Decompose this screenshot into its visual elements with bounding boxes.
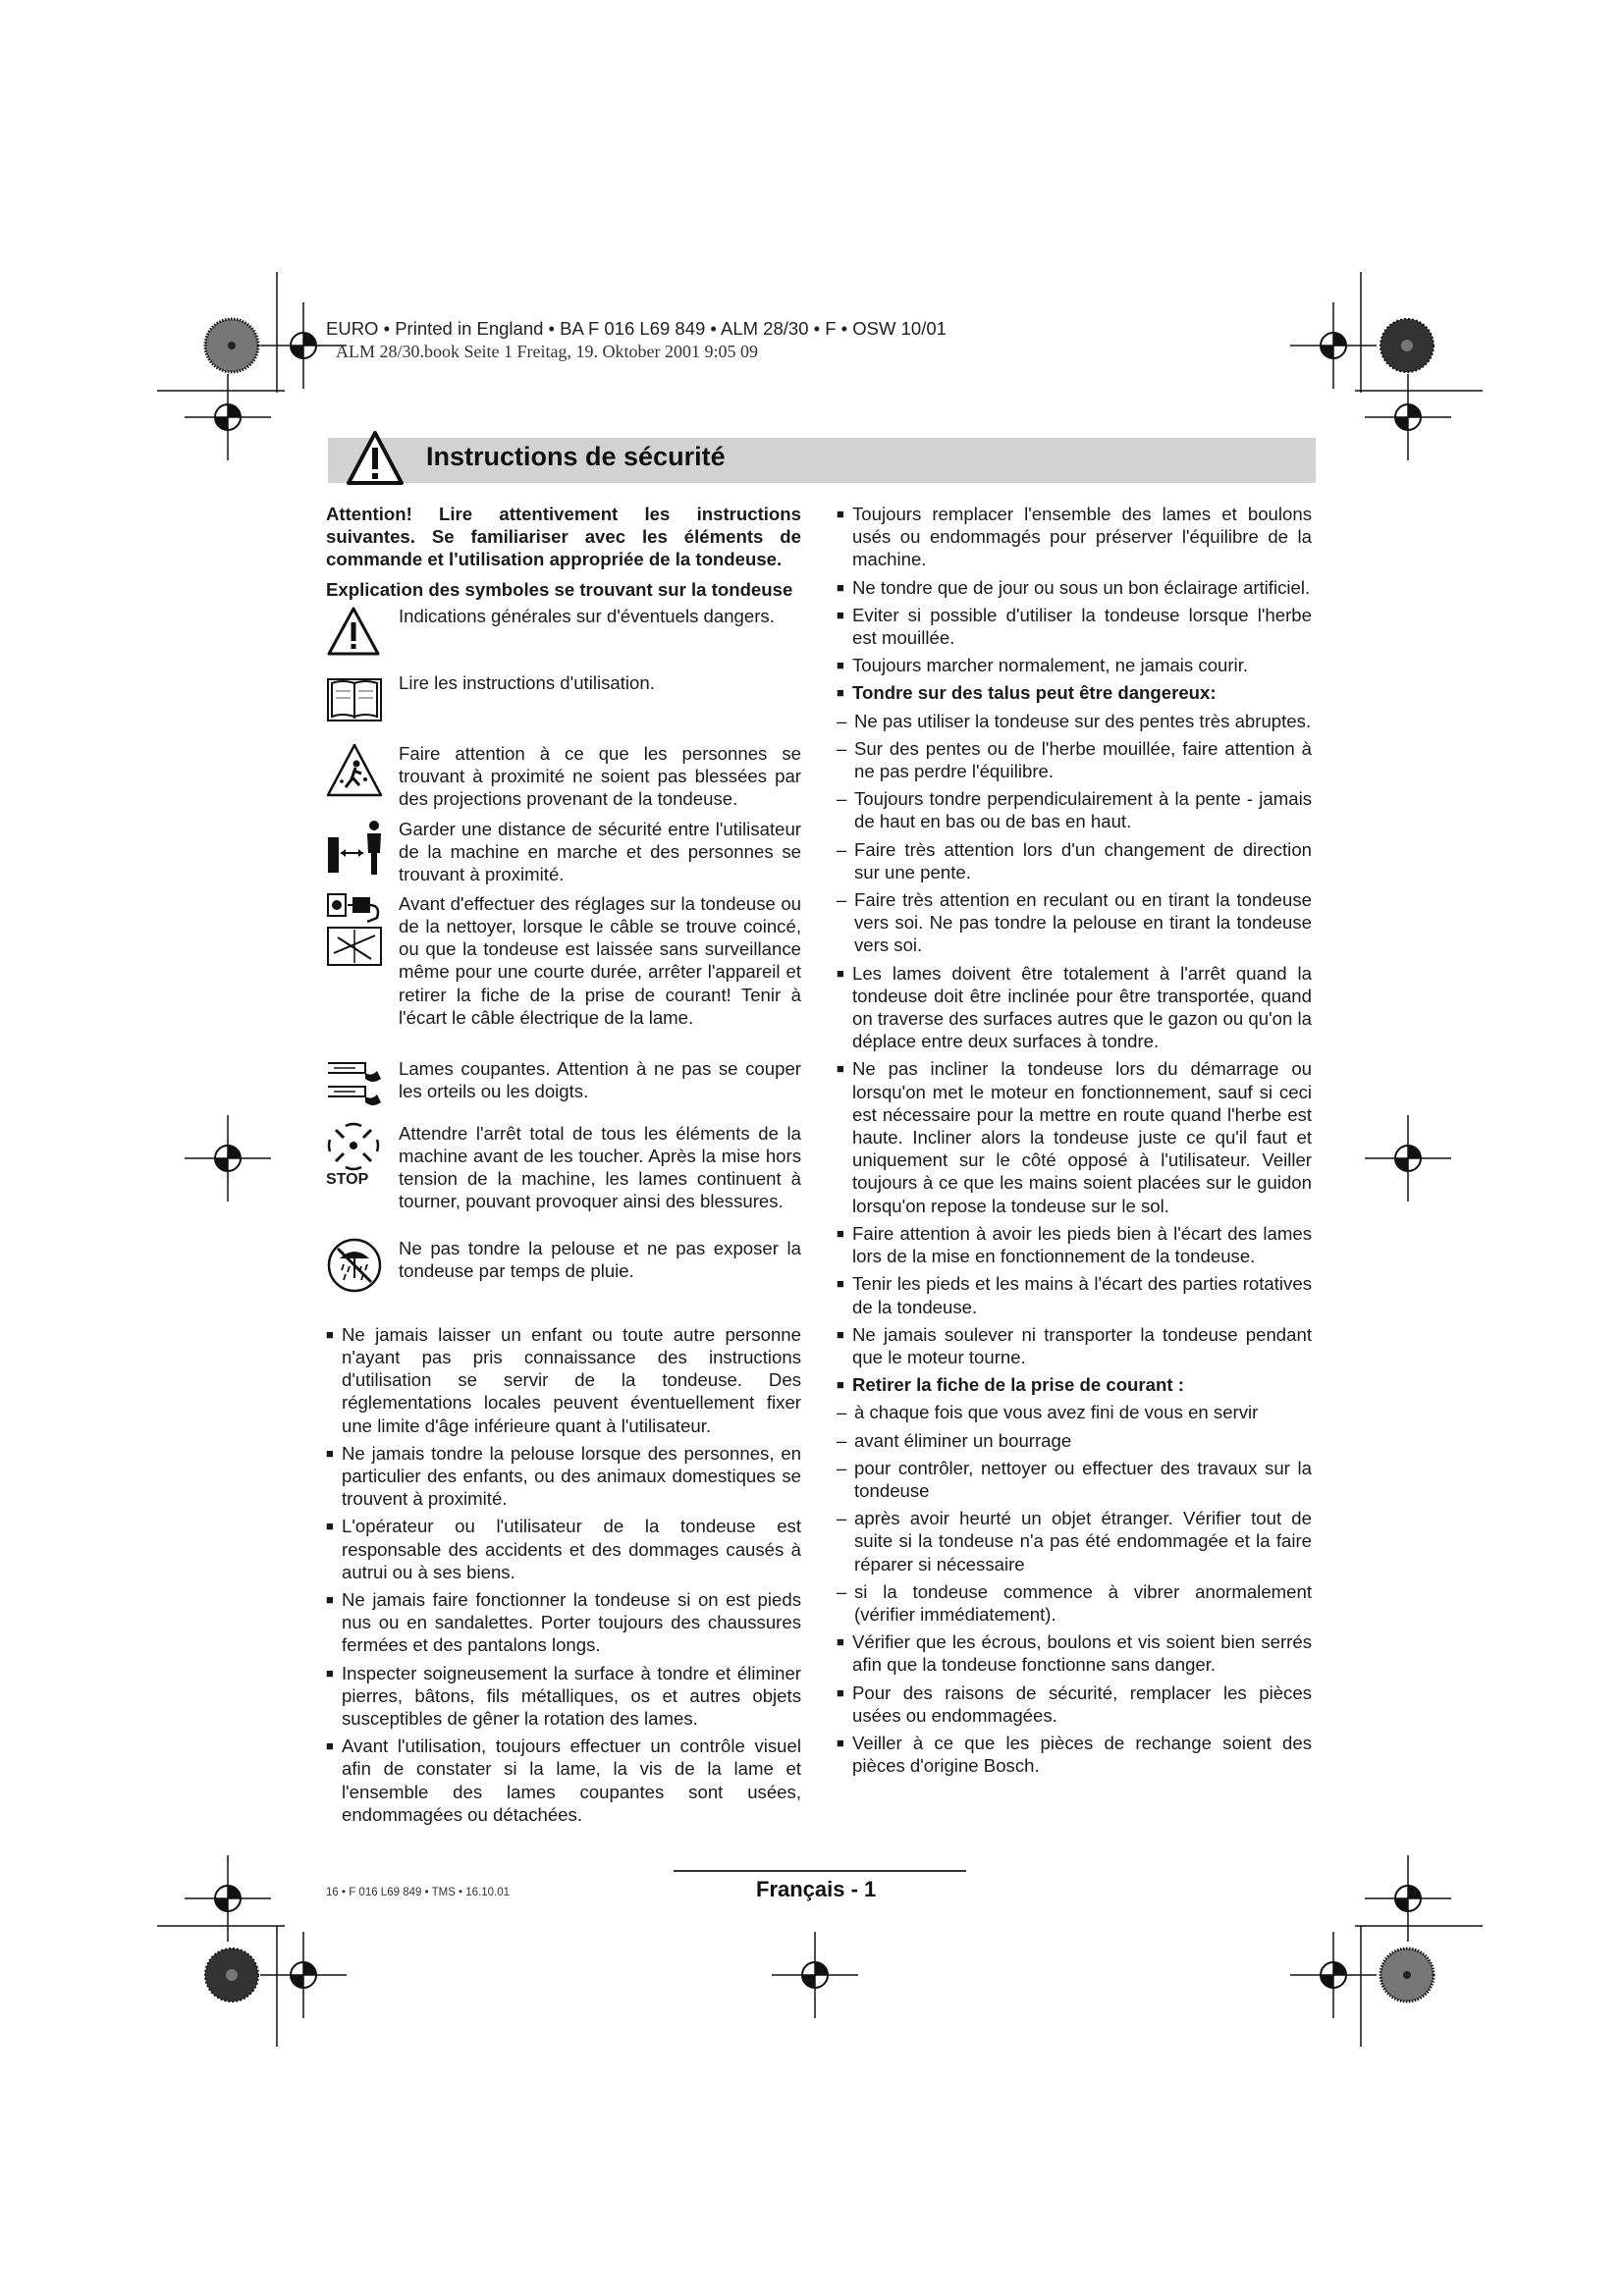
bullet-icon: ■ bbox=[837, 1326, 844, 1342]
safety-distance-icon bbox=[326, 818, 385, 877]
cutting-blades-icon bbox=[326, 1057, 385, 1108]
list-item: – si la tondeuse commence à vibrer anormalement (vérifier immédiatement). bbox=[837, 1580, 1312, 1625]
symbol-text: Faire attention à ce que les personnes se trouvant à proximité ne soient pas blessées par des projections provenant de la tondeuse. bbox=[399, 742, 801, 810]
bullet-icon: ■ bbox=[837, 507, 844, 521]
symbol-text: Lames coupantes. Attention à ne pas se couper les orteils ou les doigts. bbox=[399, 1057, 801, 1102]
slopes-heading: ■ Tondre sur des talus peut être dangereux: bbox=[837, 682, 1217, 704]
list-item: ■ Ne jamais laisser un enfant ou toute autre personne n'ayant pas pris connaissance des instructions d'utilisation se servir de la tondeuse. Des réglementations locales peuvent éventuellement fixer une limite d'âge inférieure quant à l'utilisateur. bbox=[326, 1323, 801, 1436]
bullet-icon: ■ bbox=[326, 1738, 334, 1754]
list-item: – pour contrôler, nettoyer ou effectuer des travaux sur la tondeuse bbox=[837, 1457, 1312, 1501]
bullet-icon: ■ bbox=[837, 965, 844, 981]
bullet-icon: ■ bbox=[837, 1276, 844, 1292]
print-info: EURO • Printed in England • BA F 016 L69 849 • ALM 28/30 • F • OSW 10/01 bbox=[326, 318, 947, 339]
list-item: ■ Ne jamais faire fonctionner la tondeuse si on est pieds nus ou en sandalettes. Porter toujours des chaussures fermées et des pantalons longs. bbox=[326, 1589, 801, 1656]
symbol-row bbox=[326, 742, 801, 818]
list-item: – avant éliminer un bourrage bbox=[837, 1429, 1072, 1451]
bullet-icon: ■ bbox=[326, 1592, 334, 1608]
symbol-row bbox=[326, 1237, 801, 1315]
symbol-text: Garder une distance de sécurité entre l'utilisateur de la machine en marche et des personnes se trouvant à proximité. bbox=[399, 818, 801, 885]
bullet-icon: ■ bbox=[837, 685, 844, 701]
bullet-icon: ■ bbox=[837, 579, 844, 595]
list-item: – Ne pas utiliser la tondeuse sur des pentes très abruptes. bbox=[837, 710, 1312, 731]
page-label: Français - 1 bbox=[756, 1877, 877, 1901]
stop-rotation-icon bbox=[326, 1122, 381, 1171]
symbols-heading: Explication des symboles se trouvant sur la tondeuse bbox=[326, 578, 793, 600]
list-item: ■ Inspecter soigneusement la surface à tondre et éliminer pierres, bâtons, fils métalliques, os et autres objets susceptibles de gêner la rotation des lames. bbox=[326, 1662, 801, 1730]
symbol-row bbox=[326, 1057, 801, 1122]
list-item: ■ Toujours marcher normalement, ne jamais courir. bbox=[837, 655, 1249, 676]
bullet-icon: ■ bbox=[326, 1519, 334, 1534]
list-item: ■ Ne jamais tondre la pelouse lorsque des personnes, en particulier des enfants, ou des animaux domestiques se trouvent à proximité. bbox=[326, 1442, 801, 1510]
manual-book-icon bbox=[326, 671, 383, 726]
intro-warning: Attention! Lire attentivement les instructions suivantes. Se familiariser avec les éléments de commande et l'utilisation appropriée de la tondeuse. bbox=[326, 504, 801, 570]
footer-rule bbox=[674, 1870, 966, 1872]
bullet-icon: ■ bbox=[837, 1061, 844, 1077]
list-item: ■ Vérifier que les écrous, boulons et vis soient bien serrés afin que la tondeuse fonctionne sans danger. bbox=[837, 1631, 1312, 1676]
list-item: – Faire très attention lors d'un changement de direction sur une pente. bbox=[837, 838, 1312, 882]
bullet-icon: ■ bbox=[837, 658, 844, 673]
bullet-icon: ■ bbox=[837, 1684, 844, 1700]
bullet-icon: ■ bbox=[837, 1634, 844, 1650]
no-rain-icon bbox=[326, 1237, 383, 1294]
symbol-row bbox=[326, 1122, 801, 1237]
list-item: ■ Ne pas incliner la tondeuse lors du démarrage ou lorsqu'on met le moteur en fonctionnement, sauf si ceci est nécessaire pour la mettre en route quand l'herbe est haute. Incliner alors la tondeuse juste ce qu'il faut et uniquement sur le côté opposé à l'utilisateur. Veiller toujours à ce que les mains soient placées sur le guidon lorsqu'on repose la tondeuse sur le sol. bbox=[837, 1058, 1312, 1216]
symbol-row bbox=[326, 818, 801, 892]
footer-code: 16 • F 016 L69 849 • TMS • 16.10.01 bbox=[326, 1887, 511, 1898]
bullet-icon: ■ bbox=[326, 1665, 334, 1681]
list-item: – Toujours tondre perpendiculairement à la pente - jamais de haut en bas ou de bas en haut. bbox=[837, 788, 1312, 832]
symbol-row bbox=[326, 605, 801, 671]
file-info: ALM 28/30.book Seite 1 Freitag, 19. Oktober 2001 9:05 09 bbox=[336, 342, 758, 361]
list-item: ■ Tenir les pieds et les mains à l'écart des parties rotatives de la tondeuse. bbox=[837, 1273, 1312, 1317]
bullet-icon: ■ bbox=[326, 1445, 334, 1461]
plug-heading: ■ Retirer la fiche de la prise de courant : bbox=[837, 1374, 1184, 1396]
list-item: ■ Veiller à ce que les pièces de rechange soient des pièces d'origine Bosch. bbox=[837, 1732, 1312, 1777]
right-column bbox=[837, 503, 1312, 1782]
bullet-icon: ■ bbox=[837, 1377, 844, 1393]
list-item: ■ Ne jamais soulever ni transporter la tondeuse pendant que le moteur tourne. bbox=[837, 1323, 1312, 1367]
projection-hazard-icon bbox=[326, 742, 383, 799]
list-item: ■ Faire attention à avoir les pieds bien à l'écart des lames lors de la mise en fonctionnement de la tondeuse. bbox=[837, 1222, 1312, 1267]
list-item: ■ Ne tondre que de jour ou sous un bon éclairage artificiel. bbox=[837, 576, 1311, 598]
symbol-text: Attendre l'arrêt total de tous les éléments de la machine avant de les toucher. Après la mise hors tension de la machine, les lames continuent à tourner, pouvant provoquer ainsi des blessures. bbox=[399, 1122, 801, 1212]
list-item: ■ Pour des raisons de sécurité, remplacer les pièces usées ou endommagées. bbox=[837, 1682, 1312, 1726]
list-item: – Sur des pentes ou de l'herbe mouillée, faire attention à ne pas perdre l'équilibre. bbox=[837, 737, 1312, 782]
list-item: ■ Les lames doivent être totalement à l'arrêt quand la tondeuse doit être inclinée pour être transportée, quand on traverse des surfaces autres que le gazon ou qu'on la déplace entre deux surfaces à tondre. bbox=[837, 962, 1312, 1052]
list-item: – à chaque fois que vous avez fini de vous en servir bbox=[837, 1402, 1259, 1423]
left-column bbox=[326, 503, 801, 1831]
list-item: ■ Toujours remplacer l'ensemble des lames et boulons usés ou endommagés pour préserver l'équilibre de la machine. bbox=[837, 504, 1312, 570]
list-item: – après avoir heurté un objet étranger. Vérifier tout de suite si la tondeuse n'a pas été endommagée et la faire réparer si nécessaire bbox=[837, 1508, 1312, 1575]
symbol-text: Ne pas tondre la pelouse et ne pas exposer la tondeuse par temps de pluie. bbox=[399, 1237, 801, 1282]
unplug-cable-icon bbox=[326, 892, 385, 969]
list-item: – Faire très attention en reculant ou en tirant la tondeuse vers soi. Ne pas tondre la pelouse en tirant la tondeuse vers soi. bbox=[837, 889, 1312, 956]
section-title: Instructions de sécurité bbox=[426, 442, 726, 471]
symbol-row bbox=[326, 671, 801, 742]
warning-triangle-icon bbox=[326, 605, 381, 660]
list-item: ■ L'opérateur ou l'utilisateur de la tondeuse est responsable des accidents et des dommages causés à autrui ou à ses biens. bbox=[326, 1516, 801, 1582]
symbol-text: Lire les instructions d'utilisation. bbox=[399, 671, 655, 693]
bullet-icon: ■ bbox=[837, 1225, 844, 1241]
list-item: ■ Eviter si possible d'utiliser la tondeuse lorsque l'herbe est mouillée. bbox=[837, 604, 1312, 649]
symbol-row bbox=[326, 892, 801, 1057]
list-item: ■ Avant l'utilisation, toujours effectuer un contrôle visuel afin de constater si la lame, la vis de la lame et l'ensemble des lames coupantes sont usées, endommagées ou détachées. bbox=[326, 1735, 801, 1825]
stop-label: STOP bbox=[326, 1170, 369, 1188]
warning-triangle-icon bbox=[346, 430, 405, 487]
bullet-icon: ■ bbox=[837, 607, 844, 622]
symbol-text: Indications générales sur d'éventuels dangers. bbox=[399, 605, 775, 626]
symbol-text: Avant d'effectuer des réglages sur la tondeuse ou de la nettoyer, lorsque le câble se trouve coincé, ou que la tondeuse est laissée sans surveillance même pour une courte durée, arrêter l'appareil et retirer la fiche de la prise de courant! Tenir à l'écart le câble électrique de la lame. bbox=[399, 892, 801, 1028]
bullet-icon: ■ bbox=[837, 1735, 844, 1750]
bullet-icon: ■ bbox=[326, 1326, 334, 1342]
